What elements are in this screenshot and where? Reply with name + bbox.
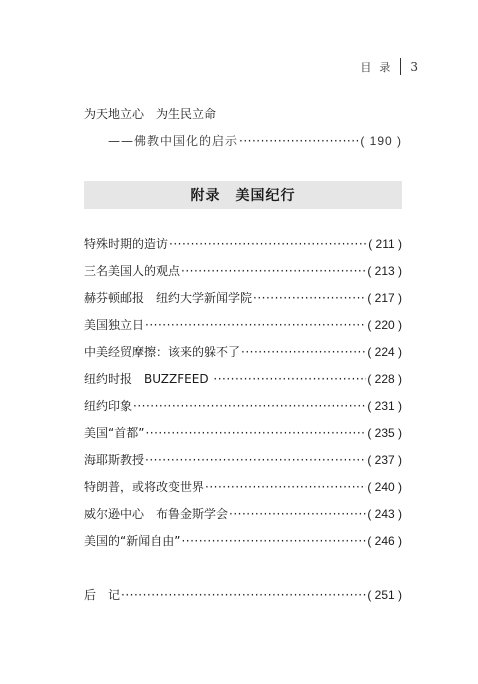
toc-entry-title: 纽约时报 BUZZFEED xyxy=(84,372,213,386)
leader-dots xyxy=(121,587,366,603)
appendix-banner xyxy=(84,181,402,209)
toc-entry-title: 美国独立日 xyxy=(84,318,145,332)
toc-entry xyxy=(84,506,402,522)
leader-dots xyxy=(229,506,366,522)
toc-entry-title: 特朗普，或将改变世界 xyxy=(84,480,205,494)
toc-entry xyxy=(84,236,402,252)
toc-entry-page: ( 240 ) xyxy=(367,480,402,494)
toc-entry-page: ( 243 ) xyxy=(367,507,402,521)
intro-subtitle-entry xyxy=(108,133,402,149)
leader-dots xyxy=(205,479,366,495)
toc-entry xyxy=(84,290,402,306)
toc-entry-title: 赫芬顿邮报 纽约大学新闻学院 xyxy=(84,291,253,305)
afterword-title: 后 记 xyxy=(84,588,121,602)
toc-entry xyxy=(84,263,402,279)
leader-dots xyxy=(133,398,366,414)
toc-entry-title: 三名美国人的观点 xyxy=(84,264,181,278)
toc-entry-page: ( 224 ) xyxy=(367,345,402,359)
toc-entry xyxy=(84,317,402,333)
intro-page: ( 190 ) xyxy=(360,134,402,148)
toc-entry xyxy=(84,371,402,387)
leader-dots xyxy=(181,263,366,279)
intro-title: 为天地立心 为生民立命 xyxy=(84,107,217,121)
appendix-title: 附录 美国纪行 xyxy=(190,188,296,204)
toc-entry-title: 威尔逊中心 布鲁金斯学会 xyxy=(84,507,229,521)
toc-entry-title: 中美经贸摩擦：该来的躲不了 xyxy=(84,345,241,359)
afterword-entry xyxy=(84,587,402,603)
toc-entry-page: ( 211 ) xyxy=(368,237,402,251)
toc-entry-page: ( 220 ) xyxy=(367,318,402,332)
toc-entry xyxy=(84,533,402,549)
toc-entry-title: 特殊时期的造访 xyxy=(84,237,169,251)
toc-entry xyxy=(84,479,402,495)
toc-entry xyxy=(84,344,402,360)
toc-entry-title: 美国的“新闻自由” xyxy=(84,534,181,548)
leader-dots xyxy=(253,290,366,306)
toc-entry-page: ( 246 ) xyxy=(367,534,402,548)
toc-entry-title: 美国“首都” xyxy=(84,426,145,440)
leader-dots xyxy=(145,425,366,441)
leader-dots xyxy=(169,236,367,252)
header-section-title: 目录 xyxy=(360,60,399,74)
toc-entry-page: ( 213 ) xyxy=(367,264,402,278)
toc-entry-title: 海耶斯教授 xyxy=(84,453,145,467)
toc-entry xyxy=(84,452,402,468)
leader-dots xyxy=(145,452,366,468)
header-divider xyxy=(400,58,401,75)
header-page-number: 3 xyxy=(410,59,418,74)
leader-dots xyxy=(213,371,366,387)
intro-subtitle: ——佛教中国化的启示 xyxy=(108,134,239,148)
toc-entry-page: ( 237 ) xyxy=(367,453,402,467)
toc-entry-page: ( 228 ) xyxy=(367,372,402,386)
leader-dots xyxy=(181,533,366,549)
leader-dots xyxy=(239,133,359,149)
toc-entry xyxy=(84,398,402,414)
leader-dots xyxy=(145,317,366,333)
afterword-page: ( 251 ) xyxy=(367,588,402,602)
toc-entry-page: ( 231 ) xyxy=(367,399,402,413)
toc-entry-page: ( 235 ) xyxy=(367,426,402,440)
toc-entry-title: 纽约印象 xyxy=(84,399,133,413)
leader-dots xyxy=(241,344,366,360)
running-header xyxy=(360,58,418,75)
toc-entry xyxy=(84,425,402,441)
toc-entry-page: ( 217 ) xyxy=(367,291,402,305)
